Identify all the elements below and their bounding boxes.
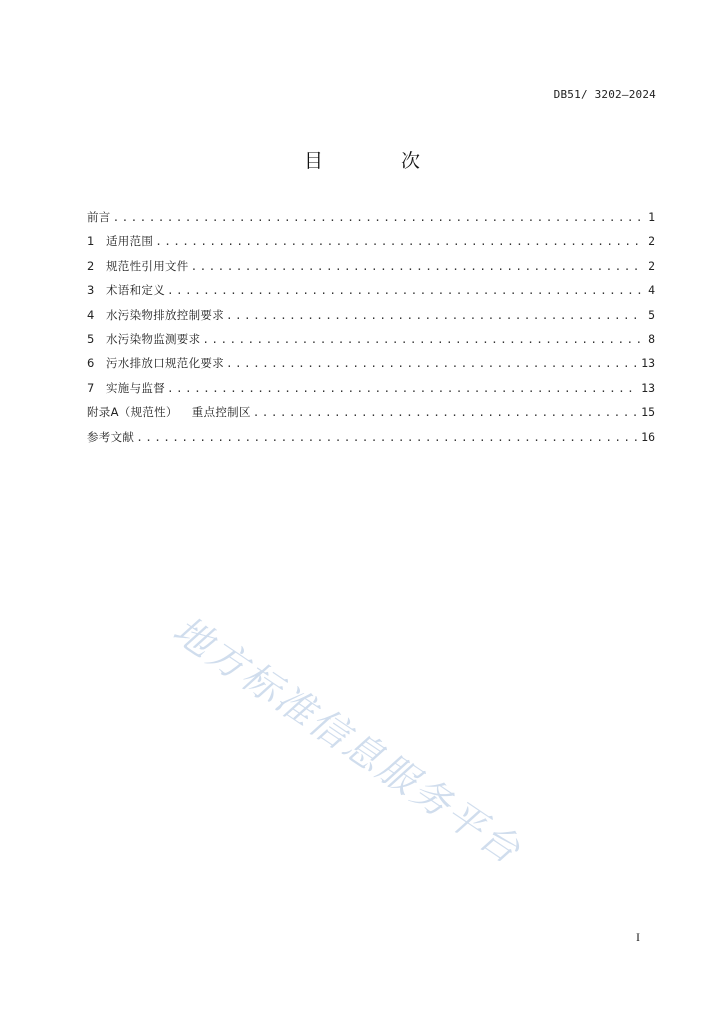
toc-entry-page: 4	[648, 283, 655, 298]
toc-entry-number: 2	[87, 258, 95, 273]
toc-entry-scope[interactable]	[87, 233, 655, 257]
toc-entry-foreword[interactable]	[87, 209, 655, 233]
toc-entry-number: 4	[87, 307, 95, 322]
toc-entry-terms[interactable]	[87, 282, 655, 306]
toc-entry-label: 适用范围	[106, 234, 154, 249]
toc-entry-emission-control[interactable]	[87, 307, 655, 331]
toc-leader-dots	[167, 381, 637, 397]
toc-entry-page: 5	[648, 307, 655, 322]
toc-entry-monitoring[interactable]	[87, 331, 655, 355]
toc-leader-dots	[253, 405, 637, 421]
toc-entry-label: 规范性引用文件	[106, 258, 189, 273]
toc-entry-number: 6	[87, 356, 95, 371]
toc-entry-number: 7	[87, 380, 95, 395]
toc-entry-implementation[interactable]	[87, 380, 655, 404]
toc-entry-number: 1	[87, 234, 95, 249]
toc-leader-dots	[226, 308, 641, 324]
toc-entry-page: 15	[641, 405, 655, 420]
toc-leader-dots	[136, 430, 637, 446]
toc-entry-page: 1	[648, 210, 655, 224]
toc-entry-number: 5	[87, 331, 95, 346]
table-of-contents	[87, 209, 655, 453]
toc-leader-dots	[167, 283, 641, 299]
toc-entry-normative-references[interactable]	[87, 258, 655, 282]
toc-entry-label: 污水排放口规范化要求	[106, 356, 224, 371]
watermark-text: 地方标准信息服务平台	[165, 607, 530, 874]
toc-entry-page: 2	[648, 234, 655, 249]
page-number: I	[636, 930, 640, 944]
toc-leader-dots	[155, 234, 641, 250]
toc-entry-outfall[interactable]	[87, 355, 655, 379]
toc-entry-label: 实施与监督	[106, 380, 165, 395]
toc-entry-label: 前言	[87, 210, 111, 224]
toc-entry-appendix-a[interactable]	[87, 404, 655, 428]
toc-entry-label: 水污染物监测要求	[106, 331, 201, 346]
toc-entry-label: 水污染物排放控制要求	[106, 307, 224, 322]
toc-entry-bibliography[interactable]	[87, 429, 655, 453]
toc-entry-number: 3	[87, 283, 95, 298]
toc-leader-dots	[226, 356, 637, 372]
toc-entry-page: 16	[641, 429, 655, 444]
appendix-label: 附录A（规范性）	[87, 405, 178, 420]
appendix-title: 重点控制区	[191, 405, 251, 420]
toc-leader-dots	[202, 332, 641, 348]
toc-entry-page: 2	[648, 258, 655, 273]
toc-leader-dots	[191, 259, 641, 275]
toc-entry-page: 8	[648, 331, 655, 346]
toc-entry-label	[87, 404, 251, 420]
toc-title: 目 次	[303, 150, 457, 172]
toc-leader-dots	[113, 210, 641, 226]
document-code: DB51/ 3202—2024	[553, 88, 656, 101]
toc-entry-label: 参考文献	[87, 429, 135, 444]
toc-entry-page: 13	[641, 380, 655, 395]
toc-entry-label: 术语和定义	[106, 283, 165, 298]
toc-entry-page: 13	[641, 356, 655, 371]
